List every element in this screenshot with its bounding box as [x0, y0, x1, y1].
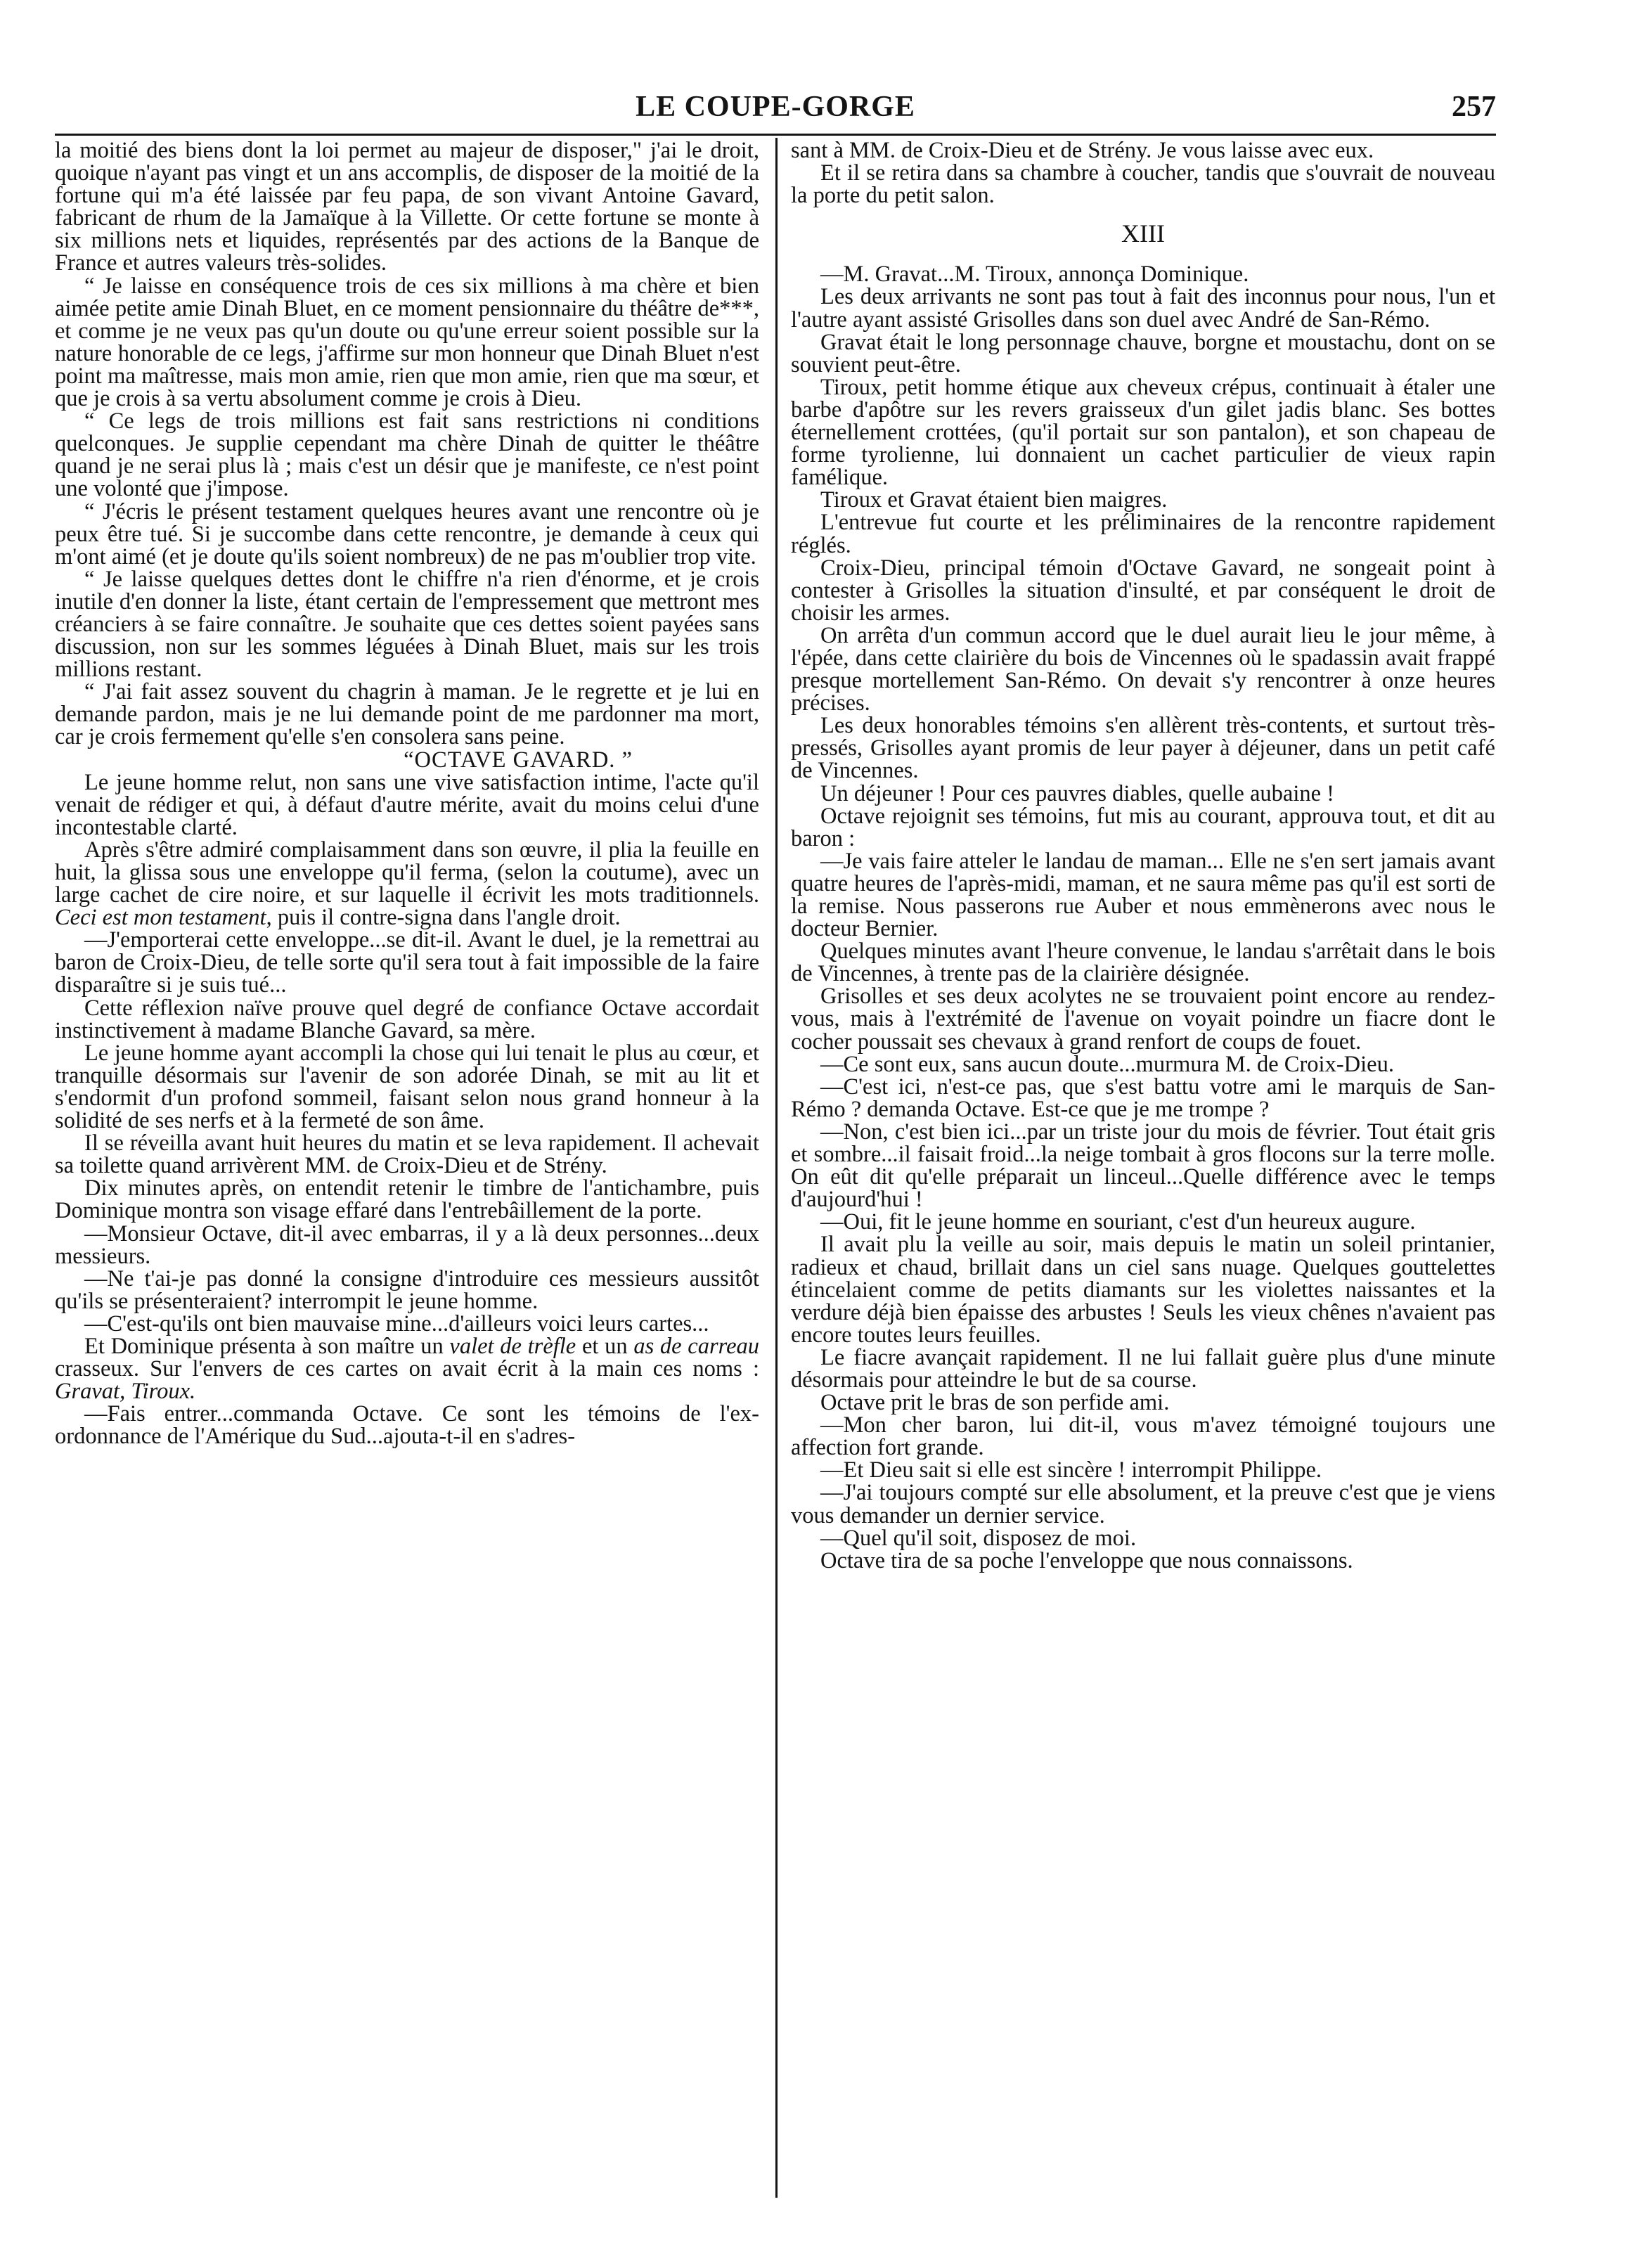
paragraph: sant à MM. de Croix-Dieu et de Strény. Je vous laisse avec eux. [791, 138, 1374, 163]
chapter-heading: XIII [1121, 219, 1165, 248]
running-title: LE COUPE-GORGE [636, 91, 915, 123]
paragraph: Le jeune homme relut, non sans une vive satisfaction intime, l'acte qu'il venait de rédiger et qui, à défaut d'autre mérite, avait du moins celui d'une incontestable clarté. [55, 769, 759, 840]
paragraph: Octave tira de sa poche l'enveloppe que nous connaissons. [820, 1547, 1353, 1573]
paragraph: Et il se retira dans sa chambre à coucher, tandis que s'ouvrait de nouveau la porte du petit salon. [791, 160, 1495, 209]
paragraph: la moitié des biens dont la loi permet au majeur de disposer," j'ai le droit, quoique n'ayant pas vingt et un ans accomplis, de disposer de la moitié de la fortune qui m'a été laissée par feu papa, de son vivant Antoine Gavard, fabricant de rhum de la Jamaïque à la Villette. Or cette fortune se monte à six millions nets et liquides, représentés par des actions de la Banque de France et autres valeurs très-solides. [55, 138, 759, 276]
paragraph: —J'ai toujours compté sur elle absolument, et la preuve c'est que je viens vous demander un dernier service. [791, 1480, 1495, 1528]
paragraph: Tiroux et Gravat étaient bien maigres. [820, 487, 1168, 513]
paragraph: —C'est-qu'ils ont bien mauvaise mine...d'ailleurs voici leurs cartes... [84, 1310, 709, 1336]
page-number: 257 [1452, 91, 1496, 123]
paragraph: —Ce sont eux, sans aucun doute...murmura M. de Croix-Dieu. [820, 1051, 1394, 1077]
text-span: et un [576, 1333, 634, 1359]
italic-phrase: Ceci est mon testament [55, 905, 266, 931]
paragraph: “ J'écris le présent testament quelques heures avant une rencontre où je peux être tué. Si je succombe dans cette rencontre, je demande à ceux qui m'ont aimé (et je doute qu'ils soient nombreux) de ne pas m'oublier trop vite. [55, 498, 759, 569]
paragraph: Cette réflexion naïve prouve quel degré de confiance Octave accordait instinctivement à madame Blanche Gavard, sa mère. [55, 995, 759, 1043]
text-span: , puis il contre-signa dans l'angle droit. [266, 905, 621, 931]
paragraph: —Non, c'est bien ici...par un triste jour du mois de février. Tout était gris et sombre...il faisait froid...la neige tombait à gros flocons sur la terre molle. On eût dit qu'elle préparait un linceul...Quelle différence avec le temps d'aujourd'hui ! [791, 1119, 1495, 1213]
paragraph: Un déjeuner ! Pour ces pauvres diables, quelle aubaine ! [820, 780, 1334, 806]
text-span: Après s'être admiré complaisamment dans son œuvre, il plia la feuille en huit, la glissa sous une enveloppe qu'il ferma, (selon la coutume), avec un large cachet de cire noire, et sur laquelle il écrivit les mots traditionnels. [55, 837, 759, 908]
paragraph: Dix minutes après, on entendit retenir le timbre de l'antichambre, puis Dominique montra son visage effaré dans l'entrebâillement de la porte. [55, 1175, 759, 1224]
paragraph [55, 839, 759, 929]
paragraph: —Oui, fit le jeune homme en souriant, c'est d'un heureux augure. [820, 1209, 1416, 1235]
text-span: crasseux. Sur l'envers de ces cartes on avait écrit à la main ces noms : [55, 1356, 759, 1382]
paragraph: —Je vais faire atteler le landau de maman... Elle ne s'en sert jamais avant quatre heures de l'après-midi, maman, et ne saura même pas qu'il est sorti de la remise. Nous passerons rue Auber et nous emmènerons avec nous le docteur Bernier. [791, 848, 1495, 942]
italic-phrase: Gravat, Tiroux. [55, 1379, 196, 1405]
paragraph: Grisolles et ses deux acolytes ne se trouvaient point encore au rendez-vous, mais à l'extrémité de l'avenue on voyait poindre un fiacre dont le cocher poussait ses chevaux à grand renfort de coups de fouet. [791, 984, 1495, 1055]
left-column [55, 139, 759, 1448]
column-divider [775, 138, 778, 2198]
paragraph: Les deux arrivants ne sont pas tout à fait des inconnus pour nous, l'un et l'autre ayant assisté Grisolles dans son duel avec André de San-Rémo. [791, 284, 1495, 333]
paragraph: —Mon cher baron, lui dit-il, vous m'avez témoigné toujours une affection fort grande. [791, 1412, 1495, 1461]
paragraph: Les deux honorables témoins s'en allèrent très-contents, et surtout très-pressés, Grisolles ayant promis de leur payer à déjeuner, dans un petit café de Vincennes. [791, 713, 1495, 784]
testament-signature: “OCTAVE GAVARD. ” [404, 747, 633, 773]
paragraph: On arrêta d'un commun accord que le duel aurait lieu le jour même, à l'épée, dans cette clairière du bois de Vincennes où le spadassin avait frappé presque mortellement San-Rémo. On devait s'y rencontrer à onze heures précises. [791, 622, 1495, 716]
paragraph: “ Je laisse en conséquence trois de ces six millions à ma chère et bien aimée petite amie Dinah Bluet, en ce moment pensionnaire du théâtre de***, et comme je ne veux pas qu'un doute ou qu'une erreur soient possible sur la nature honorable de ce legs, j'affirme sur mon honneur que Dinah Bluet n'est point ma maîtresse, mais mon amie, rien que mon amie, rien que ma sœur, et que je crois à sa vertu absolument comme je crois à Dieu. [55, 273, 759, 412]
italic-phrase: valet de trèfle [449, 1333, 576, 1359]
text-span: Et Dominique présenta à son maître un [84, 1333, 450, 1359]
paragraph: Tiroux, petit homme étique aux cheveux crépus, continuait à étaler une barbe d'apôtre sur les revers graisseux d'un gilet jadis blanc. Ses bottes éternellement crottées, (qu'il portait sur son pantalon), et son chapeau de forme tyrolienne, lui donnaient un cachet particulier de vieux rapin famélique. [791, 374, 1495, 491]
paragraph: Il avait plu la veille au soir, mais depuis le matin un soleil printanier, radieux et chaud, brillait dans un ciel sans nuage. Quelques gouttelettes étincelaient comme de petits diamants sur les violettes naissantes et la verdure déjà bien épaisse des arbustes ! Seuls les vieux chênes n'avaient pas encore toutes leurs feuilles. [791, 1232, 1495, 1348]
paragraph: “ J'ai fait assez souvent du chagrin à maman. Je le regrette et je lui en demande pardon, mais je ne lui demande point de me pardonner ma mort, car je crois fermement qu'elle s'en consolera sans peine. [55, 679, 759, 750]
paragraph: —Fais entrer...commanda Octave. Ce sont les témoins de l'ex-ordonnance de l'Amérique du Sud...ajouta-t-il en s'adres- [55, 1401, 759, 1450]
paragraph: —M. Gravat...M. Tiroux, annonça Dominique. [820, 262, 1249, 288]
paragraph: Octave prit le bras de son perfide ami. [820, 1390, 1170, 1416]
paragraph: —Quel qu'il soit, disposez de moi. [820, 1525, 1137, 1551]
paragraph: “ Je laisse quelques dettes dont le chiffre n'a rien d'énorme, et je crois inutile d'en donner la liste, étant certain de l'empressement que mettront mes créanciers à se faire connaître. Je souhaite que ces dettes soient payées sans discussion, non sur les sommes léguées à Dinah Bluet, mais sur les trois millions restant. [55, 566, 759, 683]
paragraph: L'entrevue fut courte et les préliminaires de la rencontre rapidement réglés. [791, 510, 1495, 558]
paragraph: Croix-Dieu, principal témoin d'Octave Gavard, ne songeait point à contester à Grisolles la situation d'insulté, et par conséquent le droit de choisir les armes. [791, 555, 1495, 626]
italic-phrase: as de carreau [633, 1333, 759, 1359]
paragraph: Le jeune homme ayant accompli la chose qui lui tenait le plus au cœur, et tranquille désormais sur l'avenir de son adorée Dinah, se mit au lit et s'endormit d'un profond sommeil, faisant selon nous grand honneur à la solidité de ses nerfs et à la fermeté de son âme. [55, 1040, 759, 1134]
paragraph: Le fiacre avançait rapidement. Il ne lui fallait guère plus d'une minute désormais pour atteindre le but de sa course. [791, 1344, 1495, 1393]
paragraph: —C'est ici, n'est-ce pas, que s'est battu votre ami le marquis de San-Rémo ? demanda Octave. Est-ce que je me trompe ? [791, 1074, 1495, 1122]
paragraph: —J'emporterai cette enveloppe...se dit-il. Avant le duel, je la remettrai au baron de Croix-Dieu, de telle sorte qu'il sera tout à fait impossible de la faire disparaître si je suis tué... [55, 927, 759, 998]
header-rule [55, 134, 1496, 136]
paragraph: —Ne t'ai-je pas donné la consigne d'introduire ces messieurs aussitôt qu'ils se présenteraient? interrompit le jeune homme. [55, 1265, 759, 1314]
right-column [791, 139, 1495, 1572]
paragraph [55, 1335, 759, 1403]
paragraph: —Monsieur Octave, dit-il avec embarras, il y a là deux personnes...deux messieurs. [55, 1220, 759, 1269]
paragraph: Gravat était le long personnage chauve, borgne et moustachu, dont on se souvient peut-être. [791, 329, 1495, 378]
paragraph: Octave rejoignit ses témoins, fut mis au courant, approuva tout, et dit au baron : [791, 803, 1495, 851]
paragraph: Quelques minutes avant l'heure convenue, le landau s'arrêtait dans le bois de Vincennes, à trente pas de la clairière désignée. [791, 939, 1495, 987]
page-header [55, 90, 1496, 135]
paragraph: “ Ce legs de trois millions est fait sans restrictions ni conditions quelconques. Je supplie cependant ma chère Dinah de quitter le théâtre quand je ne serai plus là ; mais c'est un désir que je manifeste, ce n'est point une volonté que j'impose. [55, 408, 759, 502]
paragraph: —Et Dieu sait si elle est sincère ! interrompit Philippe. [820, 1457, 1322, 1483]
paragraph: Il se réveilla avant huit heures du matin et se leva rapidement. Il achevait sa toilette quand arrivèrent MM. de Croix-Dieu et de Strény. [55, 1130, 759, 1179]
